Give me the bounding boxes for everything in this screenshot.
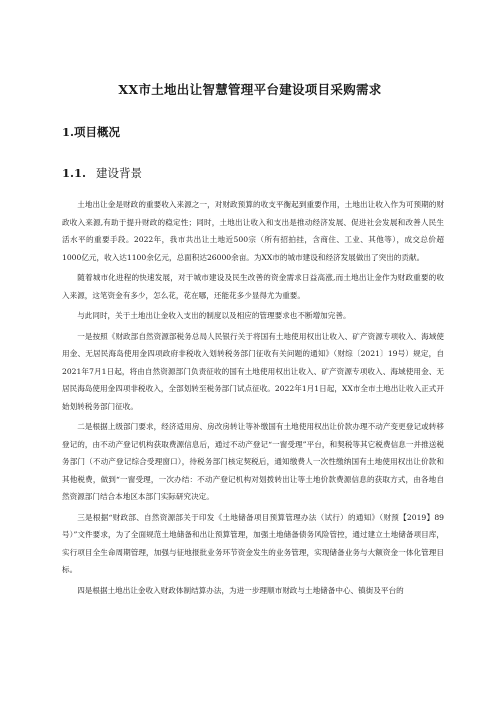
paragraph: 随着城市化进程的快速发展，对于城市建设及民生改善的资金需求日益高涨,而土地出让金作为财政重要的收入来源，这笔资金有多少，怎么花，花在哪，还能花多少显得尤为重要。: [62, 273, 444, 300]
section-title: 建设背景: [96, 166, 143, 180]
section-heading-1: 1.项目概况: [62, 125, 121, 139]
paragraph: 四是根据土地出让金收入财政体制结算办法，为进一步理顺市财政与土地储备中心、镇街及平台的: [77, 585, 404, 595]
paragraph: 一是按照《财政部自然资源部税务总局人民银行关于将国有土地使用权出让收入、矿产资源专项收入、海域使用金、无居民海岛使用金四项政府非税收入划转税务部门征收有关问题的通知》（财综〔2021〕19号）规定，自2021年7月1日起，将由自然资源部门负责征收的国有土地使用权出让收入、矿产资源专项收入、海域使用金、无居民海岛使用金四项非税收入，全部划转至税务部门试点征收。2022年1月1日起，XX市全市土地出让收入正式开始划转税务部门征收。: [62, 331, 444, 411]
paragraph: 三是根据“财政部、自然资源部关于印发《土地储备项目预算管理办法（试行）的通知》（财预【2019】89号）”文件要求，为了全面规范土地储备和出让预算管理，加强土地储备债务风险管控，通过建立土地储备项目库，实行项目全生命周期管理，加强与征地报批业务环节资金发生的业务管理，实现储备业务与大额资金一体化管理目标。: [62, 512, 444, 574]
paragraph: 二是根据上级部门要求，经济适用房、房改房转让等补缴国有土地使用权出让价款办理不动产变更登记或转移登记的，由不动产登记机构获取费源信息后，通过不动产登记“一窗受理”平台，和契税等其它税费信息一并推送税务部门（不动产登记综合受理窗口），待税务部门核定契税后，通知缴费人一次性缴纳国有土地使用权出让价款和其他税费，做到“一窗受理，一次办结：不动产登记机构对划拨转出让等土地价款费源信息的获取方式，由各地自然资源部门结合本地区本部门实际研究决定。: [62, 422, 444, 501]
document-title: XX市土地出让智慧管理平台建设项目采购需求: [118, 82, 382, 97]
body-text: [62, 196, 444, 602]
paragraph: 与此同时，关于土地出让金收入支出的制度以及相应的管理要求也不断增加完善。: [77, 311, 351, 320]
section-number: 1.1.: [62, 166, 87, 180]
section-heading-1-1: [62, 165, 142, 181]
paragraph: 土地出让金是财政的重要收入来源之一，对财政预算的收支平衡起到重要作用，土地出让收入作为可预期的财政收入来源,有助于提升财政的稳定性；同时，土地出让收入和支出是推动经济发展、促进社会发展和改善人民生活水平的重要手段。2022年，我市共出让土地近500宗（所有招拍挂，含商住、工业、其他等），成交总价超1000亿元，收入达1100余亿元，总面积达26000余亩。为XX市的城市建设和经济发展做出了突出的贡献。: [62, 200, 444, 262]
